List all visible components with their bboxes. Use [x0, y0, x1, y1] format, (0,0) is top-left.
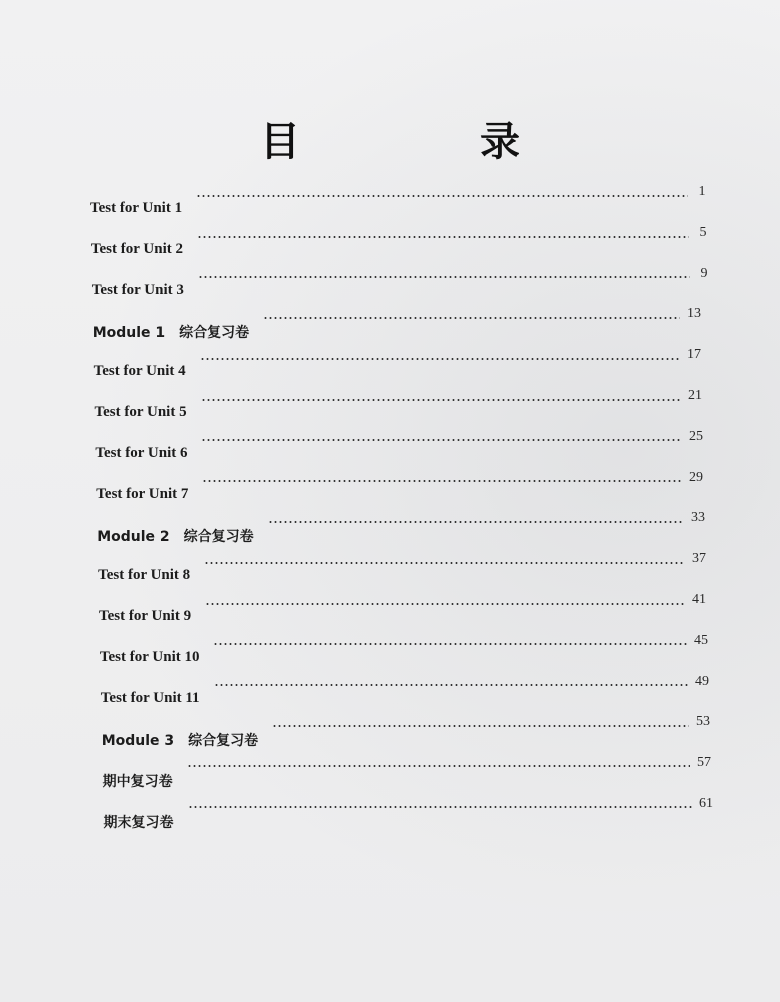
toc-leader-dots	[213, 643, 687, 645]
toc-entry-page: 5	[699, 224, 707, 240]
toc-entry-page: 17	[686, 347, 701, 363]
toc-entry-13	[100, 673, 720, 712]
toc-leader-dots	[268, 521, 684, 523]
toc-leader-dots	[200, 358, 680, 360]
toc-entry-page: 45	[693, 632, 708, 648]
toc-entry-page: 9	[700, 265, 708, 281]
toc-entry-1	[90, 184, 720, 222]
page-title: 目 录	[260, 119, 590, 165]
toc-entry-16	[103, 796, 721, 834]
toc-entry-label: Module 3 综合复习卷	[101, 733, 259, 750]
toc-leader-dots	[272, 725, 689, 727]
toc-entry-page: 37	[691, 551, 706, 567]
toc-entry-label: Module 1 综合复习卷	[92, 325, 250, 342]
toc-entry-label: Test for Unit 9	[99, 608, 192, 624]
toc-entry-label: Test for Unit 4	[93, 363, 186, 380]
toc-entry-label: Test for Unit 1	[90, 200, 183, 216]
toc-entry-11	[99, 592, 720, 630]
toc-leader-dots	[263, 317, 680, 319]
toc-leader-dots	[197, 236, 689, 238]
toc-entry-label: Test for Unit 5	[94, 404, 187, 420]
toc-entry-page: 1	[698, 184, 706, 199]
toc-entry-label: Test for Unit 7	[96, 485, 189, 502]
toc-leader-dots	[205, 603, 685, 605]
toc-entry-7	[95, 428, 720, 467]
toc-entry-10	[98, 551, 720, 589]
toc-entry-5	[93, 347, 720, 385]
toc-entry-page: 21	[688, 388, 702, 403]
toc-leader-dots	[202, 480, 682, 482]
toc-entry-page: 61	[699, 796, 713, 811]
toc-entry-label: Test for Unit 8	[98, 567, 191, 584]
toc-entry-page: 25	[688, 428, 703, 444]
toc-entry-page: 33	[690, 510, 705, 526]
toc-entry-15	[102, 755, 720, 793]
toc-entry-3	[91, 265, 720, 304]
toc-entry-4	[92, 306, 720, 344]
toc-leader-dots	[201, 439, 682, 441]
toc-entry-2	[90, 224, 720, 263]
toc-entry-label: Test for Unit 3	[91, 281, 184, 298]
toc-entry-label: Test for Unit 2	[90, 240, 183, 257]
toc-entry-label: 期中复习卷	[102, 774, 173, 791]
toc-entry-page: 57	[696, 755, 711, 771]
toc-entry-page: 41	[692, 592, 706, 607]
toc-entry-page: 49	[694, 673, 709, 689]
toc-leader-dots	[188, 806, 693, 808]
toc-leader-dots	[196, 195, 688, 197]
toc-entry-label: Test for Unit 10	[99, 648, 200, 665]
toc-entry-label: 期末复习卷	[103, 815, 174, 831]
toc-leader-dots	[214, 684, 688, 686]
toc-entry-label: Test for Unit 11	[100, 689, 200, 706]
toc-entry-14	[101, 714, 720, 752]
toc-entry-12	[99, 632, 720, 671]
toc-entry-label: Test for Unit 6	[95, 444, 188, 461]
toc-entry-8	[96, 469, 720, 508]
toc-entry-page: 29	[688, 469, 703, 485]
toc-entry-page: 53	[695, 714, 710, 730]
toc-entry-page: 13	[686, 306, 701, 322]
toc-leader-dots	[198, 276, 690, 278]
toc-entry-label: Module 2 综合复习卷	[97, 529, 254, 546]
toc-leader-dots	[204, 562, 685, 564]
toc-leader-dots	[187, 765, 690, 767]
toc-entry-9	[97, 510, 720, 548]
toc-leader-dots	[201, 399, 681, 401]
toc-entry-6	[94, 388, 721, 426]
